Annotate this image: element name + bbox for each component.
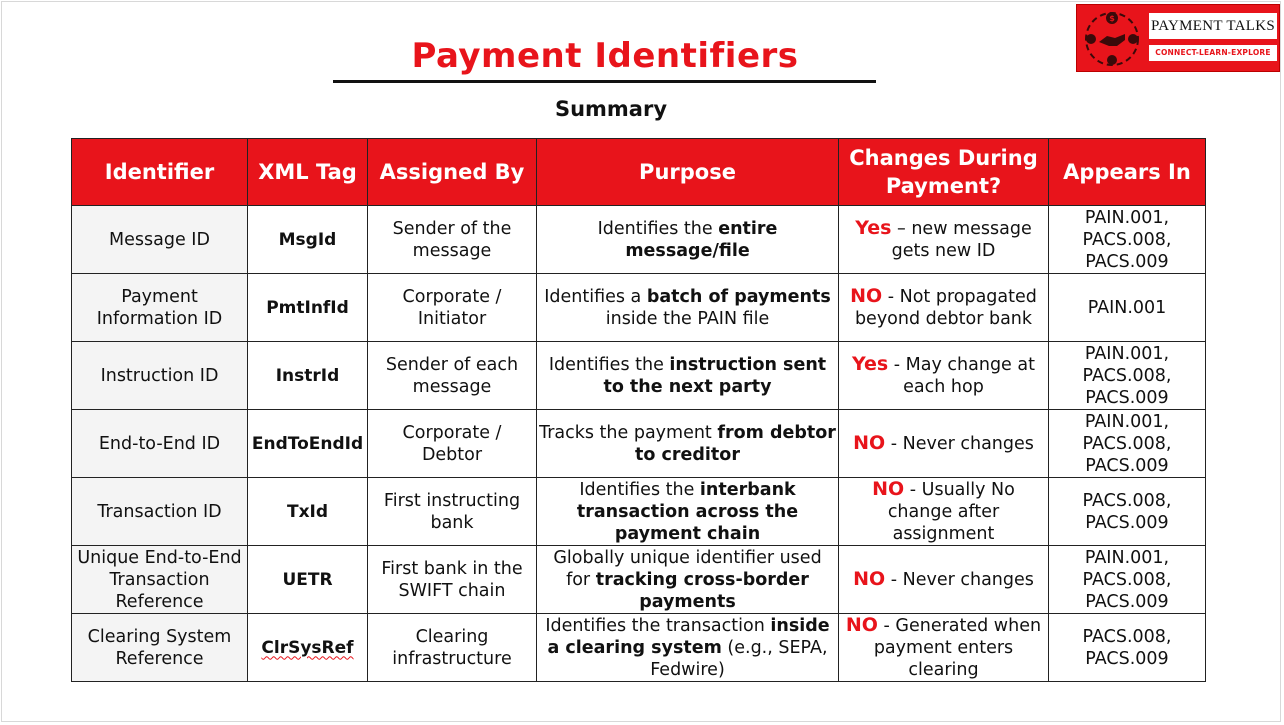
- cell-purpose: [537, 546, 839, 614]
- purpose-text-tail: inside the PAIN file: [605, 308, 770, 329]
- table-header-row: [72, 139, 1206, 206]
- cell-identifier: Clearing System Reference: [72, 614, 248, 682]
- cell-identifier: Instruction ID: [72, 342, 248, 410]
- purpose-text: Identifies the: [597, 218, 719, 239]
- cell-purpose: [537, 274, 839, 342]
- cell-appears-in: PAIN.001, PACS.008, PACS.009: [1049, 206, 1206, 274]
- change-flag: NO: [853, 568, 886, 590]
- title-underline: [333, 80, 876, 83]
- page-title: Payment Identifiers: [411, 36, 799, 76]
- svg-text:$: $: [1109, 14, 1115, 23]
- cell-xml-tag: UETR: [248, 546, 368, 614]
- cell-purpose: [537, 342, 839, 410]
- cell-xml-tag: TxId: [248, 478, 368, 546]
- table-row: [72, 410, 1206, 478]
- purpose-text: Identifies the transaction: [545, 615, 771, 636]
- cell-xml-tag: EndToEndId: [248, 410, 368, 478]
- header-purpose: Purpose: [537, 139, 839, 206]
- cell-xml-tag: MsgId: [248, 206, 368, 274]
- header-assigned-by: Assigned By: [368, 139, 537, 206]
- table-row: [72, 206, 1206, 274]
- purpose-emphasis: inside a clearing system: [547, 615, 830, 658]
- cell-purpose: [537, 206, 839, 274]
- table-row: [72, 478, 1206, 546]
- cell-changes: [839, 274, 1049, 342]
- cell-assigned-by: Clearing infrastructure: [368, 614, 537, 682]
- purpose-emphasis: entire message/file: [625, 218, 778, 261]
- change-detail: - May change at each hop: [888, 355, 1035, 397]
- handshake-coins-icon: [1081, 8, 1143, 70]
- cell-changes: [839, 614, 1049, 682]
- change-detail: - Never changes: [885, 434, 1034, 454]
- cell-appears-in: PAIN.001, PACS.008, PACS.009: [1049, 342, 1206, 410]
- cell-changes: [839, 410, 1049, 478]
- cell-assigned-by: Sender of each message: [368, 342, 537, 410]
- cell-purpose: [537, 410, 839, 478]
- change-flag: NO: [872, 478, 905, 500]
- change-flag: Yes: [852, 353, 889, 375]
- change-detail: - Not propagated beyond debtor bank: [854, 287, 1037, 329]
- cell-changes: [839, 342, 1049, 410]
- purpose-text: Identifies the: [548, 354, 670, 375]
- change-flag: NO: [845, 614, 878, 636]
- cell-appears-in: PAIN.001, PACS.008, PACS.009: [1049, 410, 1206, 478]
- cell-purpose: [537, 478, 839, 546]
- cell-assigned-by: Corporate / Initiator: [368, 274, 537, 342]
- purpose-text-tail: (e.g., SEPA, Fedwire): [650, 637, 828, 680]
- cell-purpose: [537, 614, 839, 682]
- cell-assigned-by: First instructing bank: [368, 478, 537, 546]
- purpose-emphasis: from debtor to creditor: [635, 422, 836, 465]
- purpose-text: Identifies the: [579, 479, 700, 500]
- header-changes: Changes During Payment?: [839, 139, 1049, 206]
- table-row: [72, 342, 1206, 410]
- cell-changes: [839, 478, 1049, 546]
- cell-changes: [839, 206, 1049, 274]
- cell-identifier: Unique End-to-End Transaction Reference: [72, 546, 248, 614]
- cell-appears-in: PAIN.001: [1049, 274, 1206, 342]
- purpose-text: Tracks the payment: [539, 422, 718, 443]
- purpose-text: Identifies a: [544, 286, 647, 307]
- cell-identifier: Payment Information ID: [72, 274, 248, 342]
- table-row: [72, 614, 1206, 682]
- cell-xml-tag: InstrId: [248, 342, 368, 410]
- change-flag: NO: [850, 285, 883, 307]
- cell-changes: [839, 546, 1049, 614]
- cell-identifier: End-to-End ID: [72, 410, 248, 478]
- header-xml-tag: XML Tag: [248, 139, 368, 206]
- purpose-emphasis: interbank transaction across the payment chain: [576, 479, 799, 544]
- cell-identifier: Message ID: [72, 206, 248, 274]
- change-detail: – new message gets new ID: [891, 219, 1032, 261]
- header-appears-in: Appears In: [1049, 139, 1206, 206]
- logo-brand-text: PAYMENT TALKS: [1149, 13, 1277, 39]
- cell-appears-in: PACS.008, PACS.009: [1049, 478, 1206, 546]
- cell-identifier: Transaction ID: [72, 478, 248, 546]
- change-flag: NO: [853, 432, 886, 454]
- xml-tag-spellcheck: ClrSysRef: [261, 637, 354, 658]
- purpose-emphasis: batch of payments: [646, 286, 831, 307]
- payment-talks-logo: [1076, 4, 1280, 72]
- cell-appears-in: PAIN.001, PACS.008, PACS.009: [1049, 546, 1206, 614]
- cell-assigned-by: Corporate / Debtor: [368, 410, 537, 478]
- cell-assigned-by: Sender of the message: [368, 206, 537, 274]
- cell-appears-in: PACS.008, PACS.009: [1049, 614, 1206, 682]
- change-detail: - Never changes: [885, 570, 1034, 590]
- table-row: [72, 274, 1206, 342]
- cell-xml-tag: PmtInfId: [248, 274, 368, 342]
- change-detail: - Generated when payment enters clearing: [873, 616, 1042, 680]
- cell-xml-tag: [248, 614, 368, 682]
- change-flag: Yes: [855, 217, 892, 239]
- change-detail: - Usually No change after assignment: [887, 480, 1015, 544]
- purpose-emphasis: instruction sent to the next party: [603, 354, 827, 397]
- header-identifier: Identifier: [72, 139, 248, 206]
- purpose-emphasis: tracking cross-border payments: [595, 569, 809, 612]
- cell-assigned-by: First bank in the SWIFT chain: [368, 546, 537, 614]
- logo-tagline: CONNECT-LEARN-EXPLORE: [1149, 45, 1277, 61]
- table-row: [72, 546, 1206, 614]
- purpose-text: Globally unique identifier used for: [553, 547, 822, 590]
- identifiers-table: [71, 138, 1206, 682]
- page-subtitle: Summary: [554, 97, 668, 121]
